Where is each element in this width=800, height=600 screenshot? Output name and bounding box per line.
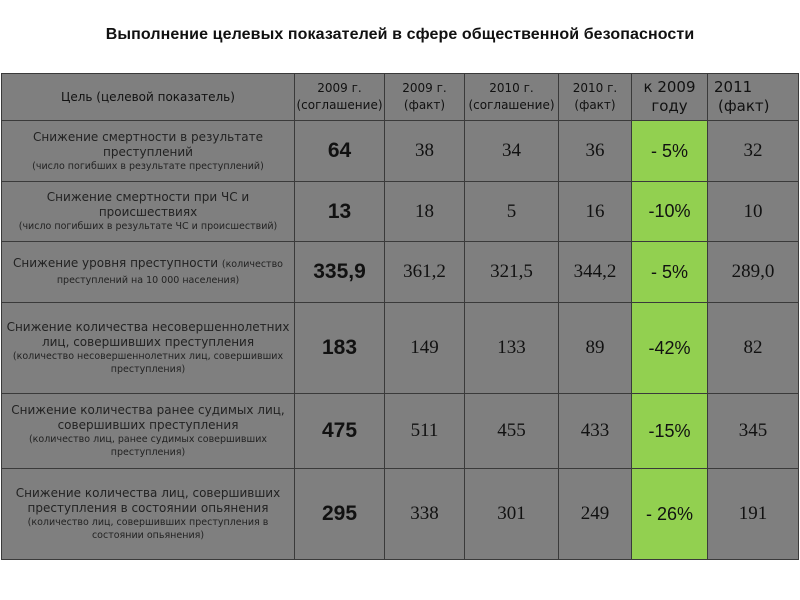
header-2010-fact: 2010 г. (факт) [559,74,632,121]
header-row [2,74,799,121]
fact-2010-cell: 249 [559,469,632,560]
fact-2011-cell: 82 [708,303,799,394]
fact-2010-cell: 433 [559,394,632,469]
header-goal: Цель (целевой показатель) [2,74,295,121]
plan-2009-cell: 335,9 [295,242,385,303]
plan-2009-cell: 13 [295,182,385,242]
vs-2009-cell: -10% [632,182,708,242]
fact-2009-cell: 149 [385,303,465,394]
fact-2010-cell: 36 [559,121,632,182]
goal-cell: Снижение количества лиц, совершивших преступления в состоянии опьянения (количество лиц, совершивших преступления в состоянии опьянения) [2,469,295,560]
plan-2010-cell: 321,5 [465,242,559,303]
header-vs-2009: к 2009 году [632,74,708,121]
vs-2009-cell: - 5% [632,242,708,303]
goal-cell: Снижение уровня преступности (количество преступлений на 10 000 населения) [2,242,295,303]
fact-2010-cell: 89 [559,303,632,394]
table-row [2,394,799,469]
fact-2010-cell: 344,2 [559,242,632,303]
fact-2009-cell: 511 [385,394,465,469]
table-row [2,303,799,394]
fact-2011-cell: 191 [708,469,799,560]
plan-2010-cell: 34 [465,121,559,182]
goal-cell: Снижение количества несовершеннолетних лиц, совершивших преступления (количество несовершеннолетних лиц, совершивших преступления) [2,303,295,394]
vs-2009-cell: - 26% [632,469,708,560]
plan-2010-cell: 133 [465,303,559,394]
plan-2010-cell: 455 [465,394,559,469]
page-title: Выполнение целевых показателей в сфере общественной безопасности [105,26,695,43]
goal-cell: Снижение количества ранее судимых лиц, совершивших преступления (количество лиц, ранее судимых совершивших преступления) [2,394,295,469]
table-row [2,242,799,303]
goal-cell: Снижение смертности при ЧС и происшествиях (число погибших в результате ЧС и происшествий) [2,182,295,242]
vs-2009-cell: -15% [632,394,708,469]
vs-2009-cell: - 5% [632,121,708,182]
plan-2009-cell: 64 [295,121,385,182]
header-2009-plan: 2009 г. (соглашение) [295,74,385,121]
fact-2011-cell: 289,0 [708,242,799,303]
fact-2009-cell: 18 [385,182,465,242]
table-row [2,121,799,182]
fact-2011-cell: 10 [708,182,799,242]
fact-2009-cell: 361,2 [385,242,465,303]
header-2010-plan: 2010 г. (соглашение) [465,74,559,121]
table-row [2,182,799,242]
plan-2009-cell: 475 [295,394,385,469]
plan-2009-cell: 295 [295,469,385,560]
table-row [2,469,799,560]
fact-2009-cell: 38 [385,121,465,182]
plan-2009-cell: 183 [295,303,385,394]
plan-2010-cell: 5 [465,182,559,242]
header-2009-fact: 2009 г. (факт) [385,74,465,121]
fact-2011-cell: 345 [708,394,799,469]
fact-2009-cell: 338 [385,469,465,560]
kpi-table [1,73,799,560]
fact-2011-cell: 32 [708,121,799,182]
goal-cell: Снижение смертности в результате преступлений (число погибших в результате преступлений) [2,121,295,182]
vs-2009-cell: -42% [632,303,708,394]
plan-2010-cell: 301 [465,469,559,560]
header-2011-fact: 2011 (факт) [708,74,799,121]
fact-2010-cell: 16 [559,182,632,242]
